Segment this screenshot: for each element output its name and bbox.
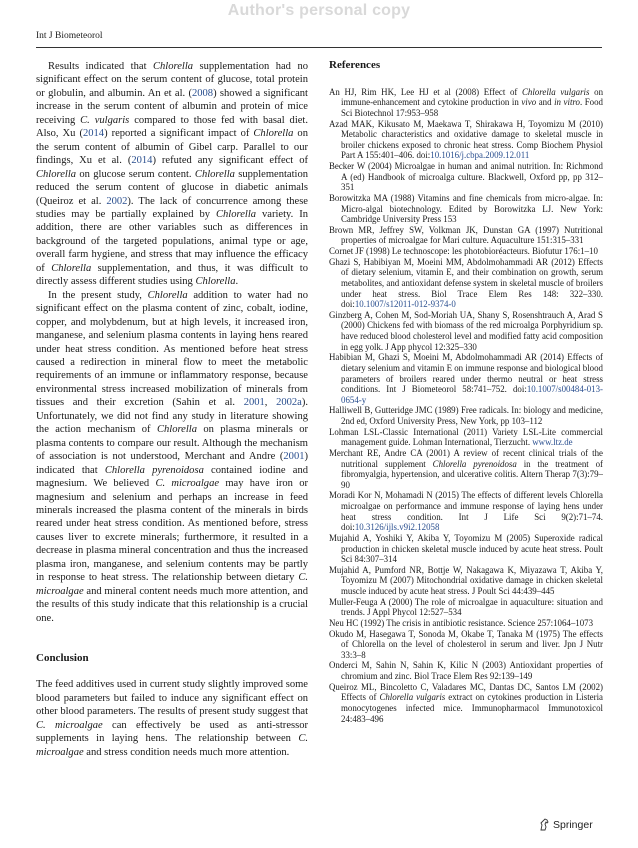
text-run: Neu HC (1992) The crisis in antibiotic resistance. Science 257:1064–1073 [329,617,594,628]
italic-term: Chlorella vulgaris [379,692,446,703]
watermark: Author's personal copy [227,2,411,19]
reference-entry [329,310,603,353]
text-run: Ginzberg A, Cohen M, Sod-Moriah UA, Shany S, Rosenshtrauch A, Arad S (2000) Chickens fed with biomass of the red microalga Porphyridium sp. have reduced blood cholesterol level and modified fatty acid composition in egg yolk. J App phycol 12:325–330 [329,309,603,352]
italic-term: Chlorella [147,289,188,301]
text-run: supplementation had no significant effect on the serum content of glucose, total protein or globulin, and albumin. An et al. ( [36,61,308,99]
text-run: Mujahid A, Pumford NR, Bottje W, Nakagawa K, Miyazawa T, Akiba Y, Toyomizu M (2007) Mitochondrial oxidative damage in chicken skeletal muscle induced by acute heat stress. J Poult Sci 44:439–445 [329,564,603,596]
reference-entry [329,427,603,448]
text-run: Merchant RE, Andre CA (2001) A review of recent clinical trials of the nutritional supplement [329,447,603,469]
italic-term: Chlorella [51,262,92,274]
text-run: Results indicated that [48,61,153,72]
italic-term: C. microalgae [36,733,308,758]
body-paragraphs [36,60,308,625]
italic-term: Chlorella [215,208,257,220]
publisher-footer [539,818,593,831]
reference-entry [329,682,603,725]
text-run: . [235,276,239,288]
italic-term: C. microalgae [155,478,220,490]
italic-term: in vitro [554,97,580,108]
text-run: and mineral content needs much more attention, and the results of this study indicate that this relationship is a crucial one. [36,585,308,624]
text-run: Onderci M, Sahin N, Sahin K, Kilic N (2003) Antioxidant properties of chromium and zinc. Biol Trace Elem Res 92:139–149 [329,660,603,681]
reference-entry [329,119,603,162]
text-run: ) indicated that [36,451,308,476]
text-run: Queiroz ML, Bincoletto C, Valadares MC, Dantas DC, Santos LM (2002) Effects of [329,681,603,703]
text-run: on immune-enhancement and cytokine production in [341,86,603,108]
reference-entry [329,87,603,119]
citation-link[interactable]: 2014 [131,155,153,167]
text-run: and [536,97,555,108]
text-run: In the present study, [48,289,148,301]
italic-term: Chlorella [36,168,77,180]
body-paragraph [36,60,308,289]
italic-term: Chlorella [194,168,235,180]
body-paragraph [36,289,308,625]
citation-link[interactable]: 10.1016/j.cbpa.2009.12.011 [430,150,530,161]
reference-entry [329,618,603,629]
italic-term: Chlorella [253,128,294,140]
text-run: The feed additives used in current study slightly improved some blood parameters but failed to induce any significant effect on other blood parameters. The results of present study suggest that [36,679,308,718]
text-run: Brown MR, Jeffrey SW, Volkman JK, Dunstan GA (1997) Nutritional properties of microalgae for Mari culture. Aquaculture 151:315–331 [329,224,603,246]
reference-entry [329,597,603,618]
reference-entry [329,448,603,491]
text-run: An HJ, Rim HK, Lee HJ et al (2008) Effect of [329,86,523,97]
citation-link[interactable]: 2001 [243,397,265,409]
text-run: may have iron or magnesium and selenium and perhaps an increase in feed minerals increased the plasma content of the minerals in birds reared under heat stress condition. As mentioned before, stress causes liver to excrete minerals; furthermore, it resulted in a decrease in plasma mineral concentration and thus the increased plasma iron, manganese, and selenium contents may be partly in response to heat stress. The relationship between dietary [36,478,309,584]
text-run: Mujahid A, Yoshiki Y, Akiba Y, Toyomizu M (2005) Superoxide radical production in chicken skeletal muscle induced by acute heat stress. Poult Sci 84:307–314 [329,532,603,565]
italic-term: vivo [521,97,537,108]
text-run: extract on cytokines production in Listeria monocytogenes infected mice. Immunopharmacol Immunotoxicol 24:483–496 [341,692,603,724]
reference-entry [329,565,603,597]
citation-link[interactable]: 10.1007/s00484-013-0654-y [341,384,603,405]
text-run: , [264,397,277,409]
text-run: supplementation, and thus, it was difficult to directly assess different studies using [36,262,308,288]
citation-link[interactable]: 2001 [283,451,305,463]
italic-term: Chlorella pyrenoidosa [432,458,517,469]
springer-horse-icon [539,818,550,831]
citation-link[interactable]: 2002a [276,397,302,409]
reference-entry [329,490,603,533]
reference-entry [329,629,603,661]
text-run: Borowitzka MA (1988) Vitamins and fine chemicals from micro-algae. In: Micro-algal biotechnology. Edited by Borowitzka LJ. New York: Cambridge University Press 153 [329,192,603,225]
text-run: Muller-Feuga A (2000) The role of microalgae in aquaculture: situation and trends. J Appl Phycol 12:527–534 [329,596,603,618]
italic-term: Chlorella pyrenoidosa [104,464,204,476]
text-run: Lohman LSL-Classic International (2011) Variety LSL-Lite commercial management guide. Lohman International, Tierzucht. [329,426,603,448]
text-run: can effectively be used as anti-stressor supplements in laying hens. The relationship between [36,719,308,745]
text-run: compared to those fed with basal diet. Also, Xu ( [36,114,308,140]
citation-link[interactable]: 10.3126/ijls.v9i2.12058 [354,522,440,533]
text-run: addition to water had no significant effect on the plasma content of zinc, cobalt, iodine, copper, and molybdenum, but at high levels, it increased iron, manganese, and selenium plasma contents in laying hens reared under heat stress condition. As mentioned before heat stress caused a redirection in mineral flow to meet the metabolic requirements of an immune or inflammatory response, because environmental stress increased mobilization of minerals from tissues and their excretion (Sahin et al. [36,289,308,409]
reference-entry [329,161,603,193]
italic-term: Chlorella [153,61,194,72]
reference-entry [329,246,603,257]
text-run: Ghazi S, Habibiyan M, Moeini MM, Abdolmohammadi AR (2012) Effects of dietary selenium, vitamin E, and their combination on growth, serum metabolites, and antioxidant defense system in skeletal muscle of broilers under heat stress. Biol Trace Elem Res 148: 322–330. doi: [329,256,603,310]
italic-term: Chlorella [156,424,197,436]
italic-term: Chlorella vulgaris [522,86,590,97]
citation-link[interactable]: 2014 [82,128,105,140]
conclusion-paragraph [36,678,308,759]
text-run: ) reported a significant impact of [104,128,254,140]
text-run: Becker W (2004) Microalgae in human and animal nutrition. In: Richmond A (ed) Handbook of microalga culture. Blackwell, Oxford pp, pp 312–351 [329,161,603,193]
text-run: . Food Sci Biotechnol 17:953–958 [341,97,603,118]
text-run: ). Unfortunately, we did not find any study in literature showing the action mechanism of [36,397,308,436]
text-run: Okudo M, Hasegawa T, Sonoda M, Okabe T, Tanaka M (1975) The effects of Chlorella on the level of cholesterol in serum and liver. Jpn J Nutr 33:3–8 [329,628,603,660]
text-run: ). The lack of concurrence among these studies may be partially explained by [36,195,308,220]
reference-entry [329,533,603,565]
publisher-name: Springer [553,818,593,831]
references-heading: References [329,59,381,71]
reference-entry [329,257,603,310]
text-run: supplementation reduced the serum content of glucose in diabetic animals (Queiroz et al. [36,168,308,207]
reference-entry [329,405,603,426]
text-run: Habibian M, Ghazi S, Moeini M, Abdolmohammadi AR (2014) Effects of dietary selenium and vitamin E on immune response and biological blood parameters of broilers reared under thermo neutral or heat stress conditions. Int J Biometeorol 58:741–752. doi: [329,352,603,395]
text-run: ) refuted any significant effect of [152,155,308,167]
right-column [329,60,603,724]
italic-term: C. vulgaris [80,114,130,126]
citation-link[interactable]: 2008 [191,87,214,99]
text-run: Azad MAK, Kikusato M, Maekawa T, Shirakawa H, Toyomizu M (2010) Metabolic characteristics and oxidative damage to skeletal muscle in broiler chickens exposed to chronic heat stress. Comp Biochem Physiol Part A 155:401–406. doi: [329,118,603,161]
left-column [36,60,308,759]
citation-link[interactable]: www.ltz.de [532,437,573,448]
journal-header: Int J Biometeorol [36,31,103,41]
italic-term: C. microalgae [36,572,308,597]
reference-entry [329,193,603,225]
text-run: contained iodine and magnesium. We believed [36,464,308,490]
text-run: on plasma minerals or plasma contents to compare our result. Although the mechanism of association is not understood, Merchant and Andre ( [36,424,308,463]
header-divider [36,47,602,48]
text-run: Moradi Kor N, Mohamadi N (2015) The effects of different levels Chlorella microalgae on performance and immune response of laying hens under heat stress condition. Int J Life Sci 9(2):71–74. doi: [329,490,603,533]
reference-entry [329,225,603,246]
text-run: in the treatment of fibromyalgia, hypertension, and ulcerative colitis. Altern Therap 7(3):79–90 [341,458,604,490]
text-run: variety. In addition, there are other variables such as differences in background of the targeted populations, animal type or age, overall farm hygiene, and stress that may influence the efficacy of [36,208,309,274]
text-run: ) showed a significant increase in the serum content of albumin and protein of mice receiving [36,87,308,126]
text-run: on the serum content of albumin of Gibel carp. Parallel to our findings, Xu et al. ( [36,128,308,167]
italic-term: C. microalgae [36,719,103,731]
citation-link[interactable]: 2002 [106,195,128,207]
text-run: Cornet JF (1998) Le technoscope: les photobioréacteurs. Biofutur 176:1–10 [329,246,598,256]
reference-entry [329,660,603,681]
text-run: and stress condition needs much more attention. [83,746,290,758]
reference-entry [329,352,603,405]
text-run: on glucose serum content. [76,168,195,180]
text-run: Halliwell B, Gutteridge JMC (1989) Free radicals. In: biology and medicine, 2nd ed, Oxford University Press, New York, pp 103–112 [329,405,603,426]
conclusion-heading: Conclusion [36,652,89,665]
reference-list [329,87,603,725]
citation-link[interactable]: 10.1007/s12011-012-9374-0 [354,299,456,310]
italic-term: Chlorella [195,276,236,288]
